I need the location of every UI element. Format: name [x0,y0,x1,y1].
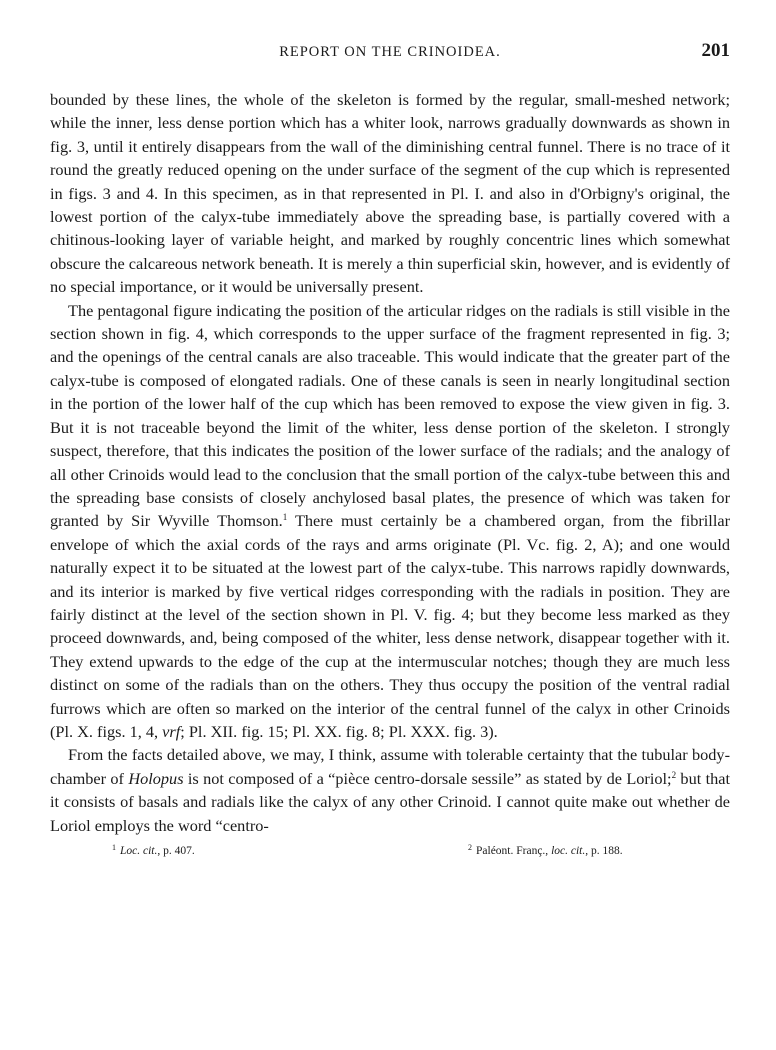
footnote-ref-1: 1 [282,512,288,523]
paragraph-3-part-3: but that it consists of basals and radials like the calyx of any other Crinoid. I cannot quite make out whether de Loriol employs the word “centro- [50,768,731,835]
genus-name: Holopus [128,768,184,788]
paragraph-2-part-2: There must certainly be a chambered organ, from the fibrillar envelope of which the axial cords of the rays and arms originate (Pl. Vc. fig. 2, A); and one would naturally expect it to be situated at the lowest part of the calyx-tube. This narrows rapidly downwards, and its interior is marked by five vertical ridges corresponding with the radials in position. They are fairly distinct at the level of the section shown in Pl. V. fig. 4; but they become less marked as they proceed downwards, and, being composed of the whiter, less dense network, disappear together with it. They extend upwards to the edge of the cup at the intermuscular notches; though they are much less distinct on some of the radials than on the others. They thus occupy the position of the ventral radial furrows which are often so marked on the interior of the central funnel of the calyx in other Crinoids (Pl. X. figs. 1, 4, [50,511,730,741]
paragraph-3-part-1: From the facts detailed above, we may, I think, assume with tolerable certainty that the tubular body-chamber of [50,745,730,788]
footnotes [50,839,730,861]
footnote-2 [468,843,623,857]
paragraph-2 [50,299,730,744]
running-title: REPORT ON THE CRINOIDEA. [279,44,501,60]
footnote-2-mark: 2 [468,843,472,852]
footnote-2-source: Paléont. Franç., [476,845,552,857]
footnote-1-mark: 1 [112,843,116,852]
paragraph-2-part-1: The pentagonal figure indicating the position of the articular ridges on the radials is still visible in the section shown in fig. 4, which corresponds to the upper surface of the fragment represented in fig. 3; and the openings of the central canals are also traceable. This would indicate that the greater part of the calyx-tube is composed of elongated radials. One of these canals is seen in nearly longitudinal section in the portion of the lower half of the cup which has been removed to expose the view given in fig. 3. But it is not traceable beyond the limit of the whiter, less dense portion of the skeleton. I strongly suspect, therefore, that this indicates the position of the lower surface of the radials; and the analogy of all other Crinoids would lead to the conclusion that the small portion of the calyx-tube between this and the spreading base consists of closely anchylosed basal plates, the presence of which was taken for granted by Sir Wyville Thomson. [50,300,730,531]
footnote-1-citation: Loc. cit. [120,845,158,857]
page-number: 201 [701,40,730,61]
footnote-2-page: , p. 188. [585,845,623,857]
footnote-2-citation: loc. cit. [551,845,586,857]
footnote-ref-2: 2 [671,769,677,780]
body-text [50,88,730,837]
footnote-1 [112,843,195,857]
paragraph-3-part-2: is not composed of a “pièce centro-dorsale sessile” as stated by de Loriol; [183,768,672,788]
running-head [50,38,730,66]
paragraph-3 [50,743,730,837]
figure-label-vrf: vrf [162,721,181,741]
page [50,38,730,861]
paragraph-2-part-3: ; Pl. XII. fig. 15; Pl. XX. fig. 8; Pl. XXX. fig. 3). [180,721,498,741]
footnote-1-page: , p. 407. [157,845,195,857]
paragraph-1: bounded by these lines, the whole of the skeleton is formed by the regular, small-meshed network; while the inner, less dense portion which has a whiter look, narrows gradually downwards as shown in fig. 3, until it entirely disappears from the wall of the diminishing central funnel. There is no trace of it round the greatly reduced opening on the under surface of the segment of the cup which is represented in figs. 3 and 4. In this specimen, as in that represented in Pl. I. and also in d'Orbigny's original, the lowest portion of the calyx-tube immediately above the spreading base, is partially covered with a chitinous-looking layer of variable height, and marked by roughly concentric lines which somewhat obscure the calcareous network beneath. It is merely a thin superficial skin, however, and is evidently of no special importance, or it would be universally present. [50,90,730,297]
